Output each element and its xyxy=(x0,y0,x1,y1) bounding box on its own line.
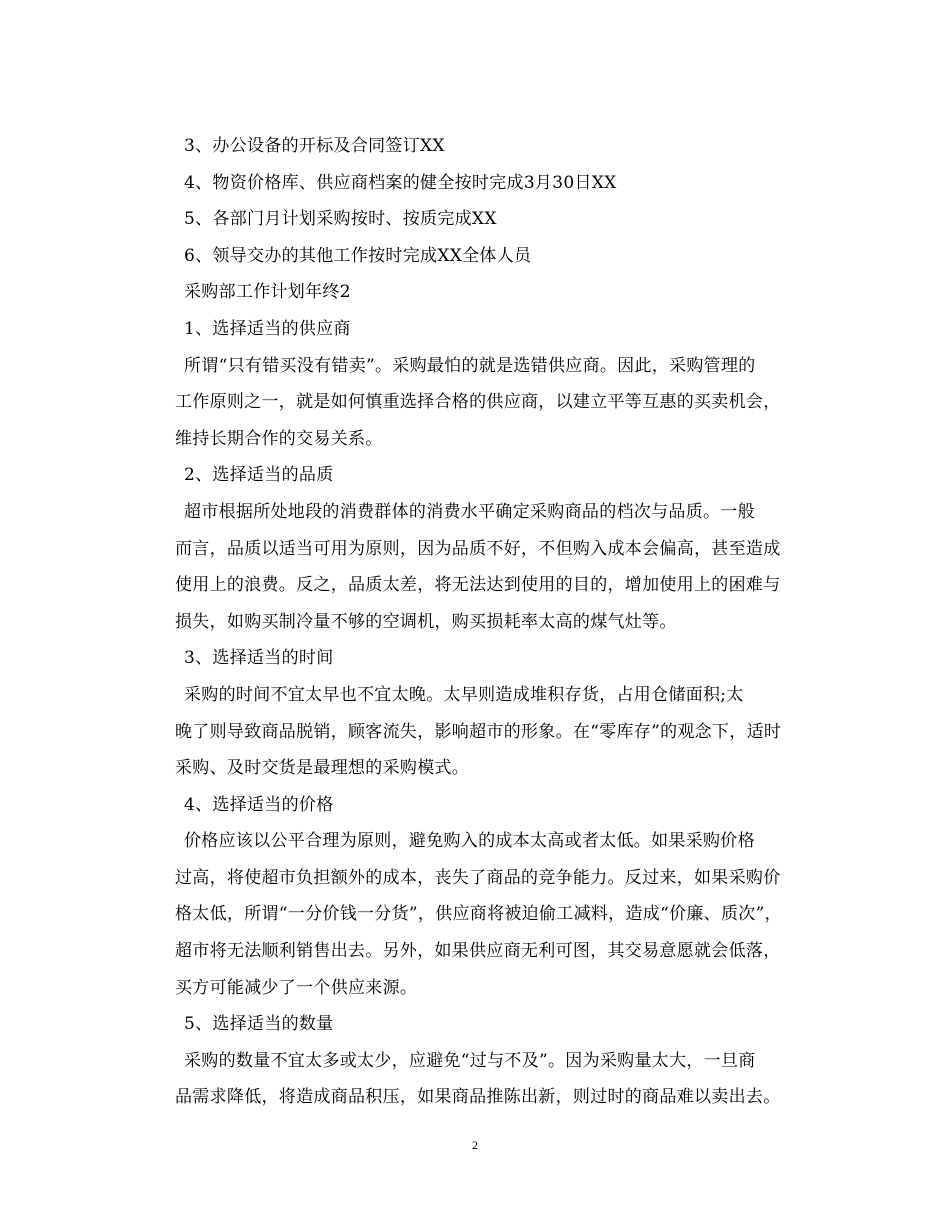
text-line: 采购部工作计划年终2 xyxy=(184,282,351,303)
text-line: 6、领导交办的其他工作按时完成XX全体人员 xyxy=(184,245,532,266)
text-line: 5、各部门月计划采购按时、按质完成XX xyxy=(184,209,497,230)
text-line: 5、选择适当的数量 xyxy=(184,1014,334,1035)
paragraph xyxy=(175,677,800,787)
section-heading xyxy=(175,1006,800,1043)
text-line: 2、选择适当的品质 xyxy=(184,465,334,486)
text-line: 使用上的浪费。反之，品质太差，将无法达到使用的目的，增加使用上的困难与 xyxy=(175,575,781,596)
paragraph xyxy=(175,494,800,640)
text-line: 4、选择适当的价格 xyxy=(184,794,334,815)
text-line: 损失，如购买制冷量不够的空调机，购买损耗率太高的煤气灶等。 xyxy=(175,611,677,632)
text-line: 晚了则导致商品脱销，顾客流失，影响超市的形象。在“零库存”的观念下，适时 xyxy=(175,721,782,742)
list-item xyxy=(175,165,800,202)
paragraph xyxy=(175,823,800,1006)
section-heading xyxy=(175,457,800,494)
text-line: 格太低，所谓“一分价钱一分货”，供应商将被迫偷工减料，造成“价廉、质次”， xyxy=(175,904,782,925)
text-line: 买方可能减少了一个供应来源。 xyxy=(175,977,418,998)
text-line: 3、办公设备的开标及合同签订XX xyxy=(184,136,445,156)
list-item xyxy=(175,201,800,238)
text-line: 采购的数量不宜太多或太少，应避免“过与不及”。因为采购量太大，一旦商 xyxy=(184,1050,756,1071)
text-line: 4、物资价格库、供应商档案的健全按时完成3月30日XX xyxy=(184,172,617,193)
page-number: 2 xyxy=(472,1138,478,1152)
text-line: 采购、及时交货是最理想的采购模式。 xyxy=(175,758,470,779)
text-line: 过高，将使超市负担额外的成本，丧失了商品的竞争能力。反过来，如果采购价 xyxy=(175,867,781,888)
text-line: 品需求降低，将造成商品积压，如果商品推陈出新，则过时的商品难以卖出去。 xyxy=(175,1087,781,1108)
document-body xyxy=(175,128,800,1116)
list-item xyxy=(175,128,800,165)
text-line: 1、选择适当的供应商 xyxy=(184,318,351,339)
paragraph xyxy=(175,1043,800,1116)
text-line: 超市将无法顺利销售出去。另外，如果供应商无利可图，其交易意愿就会低落， xyxy=(175,941,781,962)
list-item xyxy=(175,238,800,275)
text-line: 维持长期合作的交易关系。 xyxy=(175,428,383,449)
section-heading xyxy=(175,640,800,677)
text-line: 3、选择适当的时间 xyxy=(184,648,334,669)
text-line: 超市根据所处地段的消费群体的消费水平确定采购商品的档次与品质。一般 xyxy=(184,501,755,522)
text-line: 价格应该以公平合理为原则，避免购入的成本太高或者太低。如果采购价格 xyxy=(184,831,755,852)
text-line: 所谓“只有错买没有错卖”。采购最怕的就是选错供应商。因此，采购管理的 xyxy=(184,355,756,376)
text-line: 工作原则之一，就是如何慎重选择合格的供应商，以建立平等互惠的买卖机会， xyxy=(175,392,781,413)
section-heading xyxy=(175,787,800,824)
section-title xyxy=(175,274,800,311)
paragraph xyxy=(175,348,800,458)
text-line: 而言，品质以适当可用为原则，因为品质不好，不但购入成本会偏高，甚至造成 xyxy=(175,538,781,559)
section-heading xyxy=(175,311,800,348)
text-line: 采购的时间不宜太早也不宜太晚。太早则造成堆积存货，占用仓储面积;太 xyxy=(184,684,744,705)
